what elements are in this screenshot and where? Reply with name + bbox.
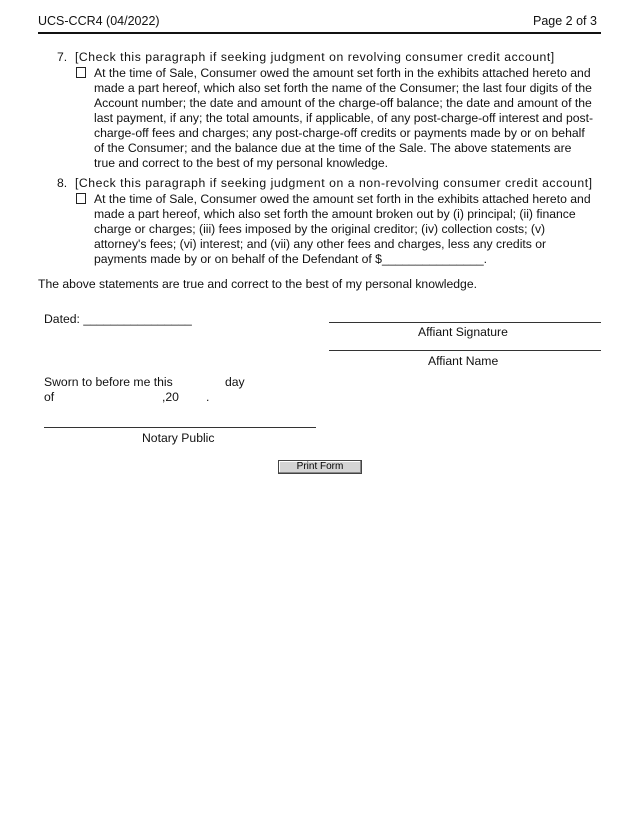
affiant-name-label: Affiant Name (428, 354, 499, 368)
form-id: UCS-CCR4 (04/2022) (38, 14, 160, 28)
header-divider (38, 32, 601, 34)
affiant-signature-label: Affiant Signature (418, 325, 508, 339)
sworn-line-2-end: . (206, 390, 210, 404)
paragraph-number: 8. (57, 176, 68, 190)
sworn-line-1-start: Sworn to before me this (44, 375, 173, 389)
paragraph-7-checkbox[interactable] (76, 67, 86, 78)
page-indicator: Page 2 of 3 (533, 14, 597, 28)
paragraph-7 (57, 50, 605, 170)
notary-label: Notary Public (142, 431, 215, 445)
paragraph-heading: [Check this paragraph if seeking judgment on revolving consumer credit account] (75, 50, 555, 64)
closing-statement: The above statements are true and correct to the best of my personal knowledge. (38, 277, 477, 291)
paragraph-8-checkbox[interactable] (76, 193, 86, 204)
dated-field[interactable] (44, 312, 192, 326)
paragraph-heading: [Check this paragraph if seeking judgment on a non-revolving consumer credit account] (75, 176, 593, 190)
notary-signature-line[interactable] (44, 427, 316, 428)
print-form-button[interactable]: Print Form (278, 460, 362, 474)
sworn-line-2-start: of (44, 390, 55, 404)
affiant-name-line[interactable] (329, 350, 601, 351)
sworn-year-prefix: ,20 (162, 390, 179, 404)
paragraph-8 (57, 176, 605, 266)
sworn-line-1-end: day (225, 375, 245, 389)
paragraph-number: 7. (57, 50, 68, 64)
affiant-signature-line[interactable] (329, 322, 601, 323)
paragraph-body: At the time of Sale, Consumer owed the amount set forth in the exhibits attached hereto and made a part hereof, which also set forth the name of the Consumer; the last four digits of the Account number; the date and amount of the charge-off balance; the date and amount of the last payment, if any; the total amounts, if applicable, of any post-charge-off interest and post-charge-off fees and charges; any post-charge-off credits or payments made by or on behalf of the Consumer; and the balance due at the time of the Sale. The above statements are true and correct to the best of my personal knowledge. (94, 66, 594, 170)
dated-blank: ________________ (83, 312, 192, 326)
dated-label: Dated: (44, 312, 80, 326)
paragraph-body: At the time of Sale, Consumer owed the amount set forth in the exhibits attached hereto and made a part hereof, which also set forth the amount broken out by (i) principal; (ii) finance charge or charges; (iii) fees imposed by the original creditor; (iv) collection costs; (v) attorney's fees; (vi) interest; and (vii) any other fees and charges, less any credits or payments made by or on behalf of the Defendant of $_______________. (94, 192, 591, 266)
